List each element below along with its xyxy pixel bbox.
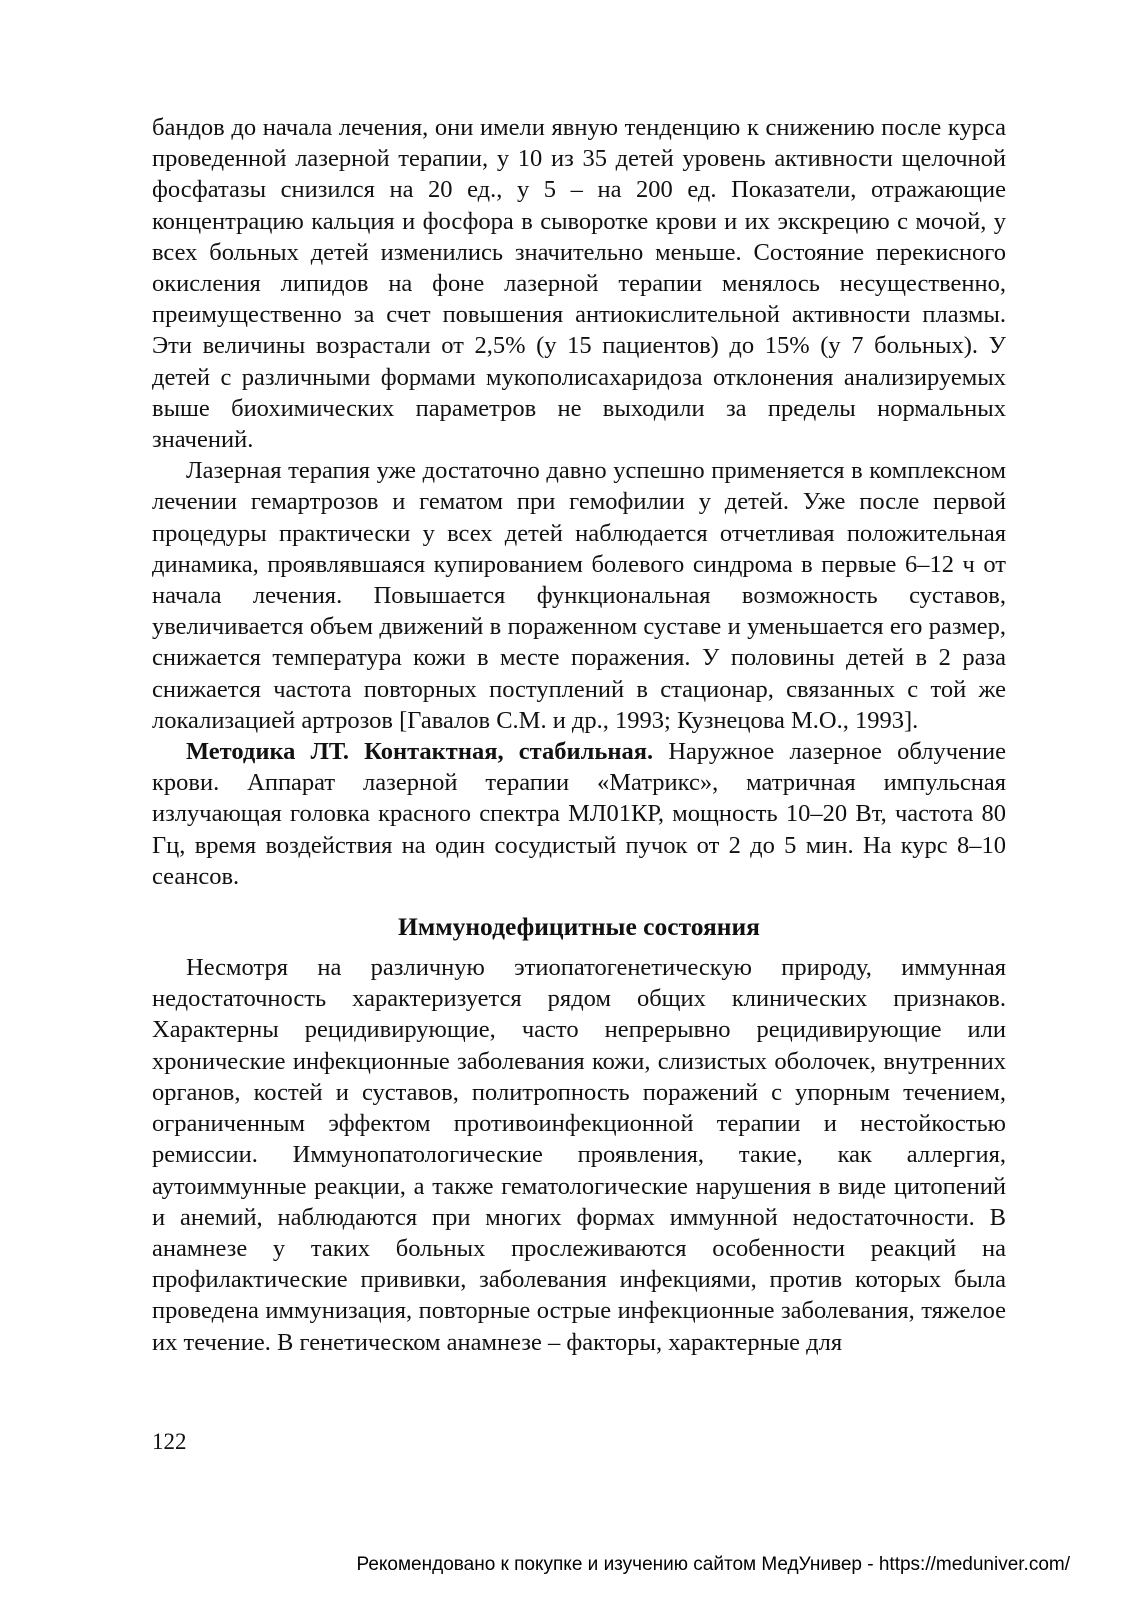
page-number: 122 [152,1429,187,1454]
page-body [152,112,1006,1358]
paragraph-immunodeficiency: Несмотря на различную этиопатогенетическую природу, иммунная недостаточность характеризуется рядом общих клинических признаков. Характерны рецидивирующие, часто непрерывно рецидивирующие или хронические инфекционные заболевания кожи, слизистых оболочек, внутренних органов, костей и суставов, политропность поражений с упорным течением, ограниченным эффектом противоинфекционной терапии и нестойкостью ремиссии. Иммунопатологические проявления, такие, как аллергия, аутоиммунные реакции, а также гематологические нарушения в виде цитопений и анемий, наблюдаются при многих формах иммунной недостаточности. В анамнезе у таких больных прослеживаются особенности реакций на профилактические прививки, заболевания инфекциями, против которых была проведена иммунизация, повторные острые инфекционные заболевания, тяжелое их течение. В генетическом анамнезе – факторы, характерные для [152,954,1006,1356]
paragraph-lab-results: бандов до начала лечения, они имели явную тенденцию к снижению после курса проведенной лазерной терапии, у 10 из 35 детей уровень активности щелочной фосфатазы снизился на 20 ед., у 5 – на 200 ед. Показатели, отражающие концентрацию кальция и фосфора в сыворотке крови и их экскрецию с мочой, у всех больных детей изменились значительно меньше. Состояние перекисного окисления липидов на фоне лазерной терапии менялось несущественно, преимущественно за счет повышения антиокислительной активности плазмы. Эти величины возрастали от 2,5% (у 15 пациентов) до 15% (у 7 больных). У детей с различными формами мукополисахаридоза отклонения анализируемых выше биохимических параметров не выходили за пределы нормальных значений. [152,114,1006,454]
method-text: Наружное лазерное облучение крови. Аппарат лазерной терапии «Матрикс», матричная импульсная излучающая головка красного спектра МЛ01КР, мощность 10–20 Вт, частота 80 Гц, время воздействия на один сосудистый пучок от 2 до 5 мин. На курс 8–10 сеансов. [152,738,1006,890]
section-heading: Иммунодефицитные состояния [398,912,760,942]
method-lead: Методика ЛТ. Контактная, стабильная. [186,738,654,766]
paragraph-method [152,736,1006,892]
paragraph-hemophilia: Лазерная терапия уже достаточно давно успешно применяется в комплексном лечении гемартрозов и гематом при гемофилии у детей. Уже после первой процедуры практически у всех детей наблюдается отчетливая положительная динамика, проявлявшаяся купированием болевого синдрома в первые 6–12 ч от начала лечения. Повышается функциональная возможность суставов, увеличивается объем движений в пораженном суставе и уменьшается его размер, снижается температура кожи в месте поражения. У половины детей в 2 раза снижается частота повторных поступлений в стационар, связанных с той же локализацией артрозов [Гавалов С.М. и др., 1993; Кузнецова М.О., 1993]. [152,457,1006,734]
footer-note: Рекомендовано к покупке и изучению сайтом МедУнивер - https://meduniver.com/ [356,1554,1070,1575]
